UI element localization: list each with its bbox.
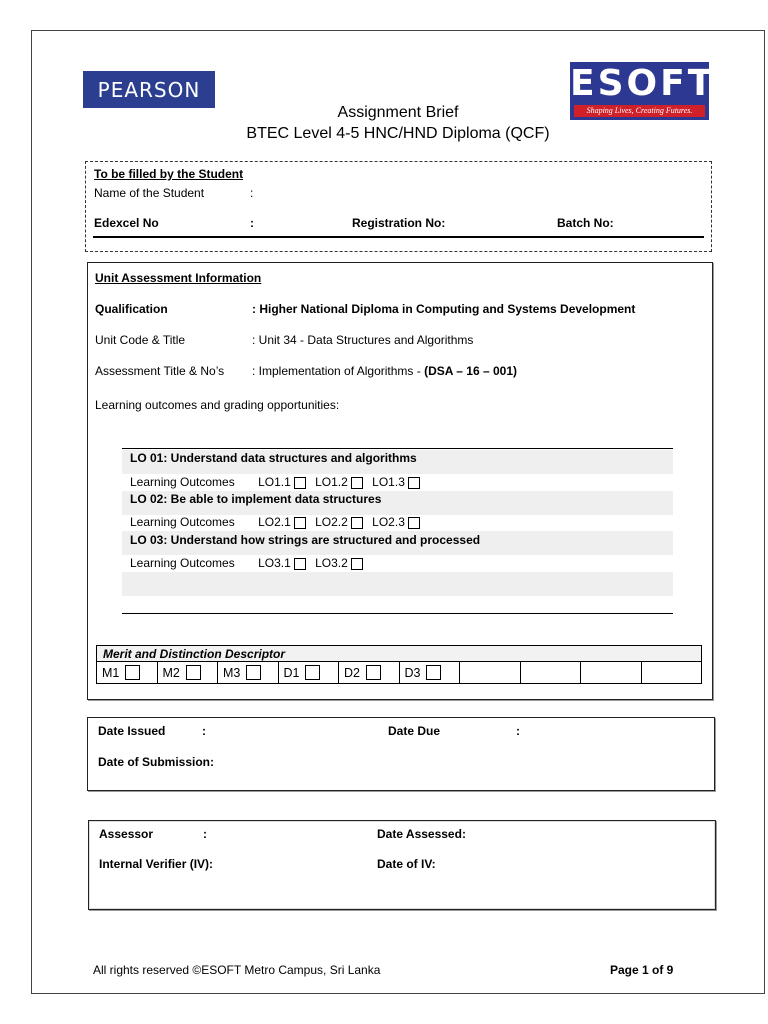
learning-outcomes-heading: Learning outcomes and grading opportunities:: [95, 398, 340, 412]
date-of-submission-label: Date of Submission:: [98, 755, 215, 769]
unit-section-title: Unit Assessment Information: [95, 271, 262, 285]
registration-no-label: Registration No:: [352, 216, 446, 230]
lo-02-title: LO 02: Be able to implement data structures: [130, 492, 382, 506]
internal-verifier-label: Internal Verifier (IV):: [99, 857, 214, 871]
unit-code-value: : Unit 34 - Data Structures and Algorithms: [252, 333, 474, 347]
footer-rights: All rights reserved ©ESOFT Metro Campus, Sri Lanka: [93, 963, 381, 977]
date-of-iv-label: Date of IV:: [377, 857, 436, 871]
merit-cell-empty: [581, 662, 642, 683]
lo-1-3-checkbox[interactable]: [408, 477, 420, 489]
qualification-label: Qualification: [95, 302, 168, 316]
lo-03-row: [130, 556, 363, 570]
merit-d1-checkbox[interactable]: [305, 665, 320, 680]
assessment-title-value: [252, 364, 517, 378]
pearson-logo: [83, 71, 215, 108]
merit-cell-d3: [400, 662, 461, 683]
merit-cell-empty: [642, 662, 702, 683]
merit-descriptor-row: [96, 661, 702, 684]
document-title: Assignment Brief: [337, 104, 459, 121]
merit-m1-label: M1: [102, 665, 120, 680]
lo-table-bottom-rule: [122, 613, 673, 614]
unit-code-label: Unit Code & Title: [95, 333, 186, 347]
merit-cell-d2: [339, 662, 400, 683]
student-section-title: To be filled by the Student: [94, 167, 244, 181]
lo-3-2-checkbox[interactable]: [351, 558, 363, 570]
merit-d2-label: D2: [344, 665, 360, 680]
merit-m3-checkbox[interactable]: [246, 665, 261, 680]
lo-1-3-label: LO1.3: [372, 475, 405, 489]
lo-02-label: Learning Outcomes: [130, 515, 235, 529]
date-issued-colon: :: [202, 724, 206, 738]
lo-1-2-checkbox[interactable]: [351, 477, 363, 489]
merit-descriptor-heading: Merit and Distinction Descriptor: [96, 645, 702, 662]
lo-1-2-label: LO1.2: [315, 475, 348, 489]
lo-3-2-label: LO3.2: [315, 556, 348, 570]
date-assessed-label: Date Assessed:: [377, 827, 466, 841]
merit-cell-empty: [521, 662, 582, 683]
lo-2-3-label: LO2.3: [372, 515, 405, 529]
student-name-colon: :: [250, 186, 254, 200]
esoft-logo-text: ESOFT: [570, 63, 716, 104]
lo-2-2-checkbox[interactable]: [351, 517, 363, 529]
merit-cell-empty: [460, 662, 521, 683]
assessor-label: Assessor: [99, 827, 154, 841]
batch-no-label: Batch No:: [557, 216, 614, 230]
lo-01-title: LO 01: Understand data structures and algorithms: [130, 451, 417, 465]
qualification-value: : Higher National Diploma in Computing and Systems Development: [252, 302, 636, 316]
lo-02-row: [130, 515, 420, 529]
merit-d2-checkbox[interactable]: [366, 665, 381, 680]
assessment-code: (DSA – 16 – 001): [424, 364, 518, 378]
merit-d1-label: D1: [283, 665, 300, 680]
edexcel-no-colon: :: [250, 216, 254, 230]
merit-m2-label: M2: [162, 665, 180, 680]
pearson-logo-text: PEARSON: [97, 77, 201, 102]
lo-empty-row: [122, 572, 673, 596]
assessment-title-text: : Implementation of Algorithms -: [252, 364, 425, 378]
lo-2-3-checkbox[interactable]: [408, 517, 420, 529]
merit-m3-label: M3: [223, 665, 241, 680]
student-name-label: Name of the Student: [94, 186, 205, 200]
merit-cell-m1: [97, 662, 158, 683]
lo-03-title: LO 03: Understand how strings are structured and processed: [130, 533, 481, 547]
date-due-colon: :: [516, 724, 520, 738]
lo-3-1-label: LO3.1: [258, 556, 291, 570]
edexcel-no-label: Edexcel No: [94, 216, 159, 230]
lo-2-1-checkbox[interactable]: [294, 517, 306, 529]
merit-cell-m3: [218, 662, 279, 683]
lo-table-top-rule: [122, 448, 673, 449]
lo-1-1-label: LO1.1: [258, 475, 291, 489]
esoft-tagline: Shaping Lives, Creating Futures.: [574, 105, 705, 117]
lo-2-2-label: LO2.2: [315, 515, 348, 529]
date-due-label: Date Due: [388, 724, 441, 738]
assessment-title-label: Assessment Title & No’s: [95, 364, 225, 378]
merit-m2-checkbox[interactable]: [186, 665, 201, 680]
lo-03-label: Learning Outcomes: [130, 556, 235, 570]
student-divider: [93, 236, 704, 238]
lo-1-1-checkbox[interactable]: [294, 477, 306, 489]
merit-m1-checkbox[interactable]: [125, 665, 140, 680]
lo-2-1-label: LO2.1: [258, 515, 291, 529]
footer-page-number: Page 1 of 9: [610, 963, 674, 977]
lo-3-1-checkbox[interactable]: [294, 558, 306, 570]
date-issued-label: Date Issued: [98, 724, 166, 738]
merit-d3-checkbox[interactable]: [426, 665, 441, 680]
merit-cell-m2: [158, 662, 219, 683]
lo-01-label: Learning Outcomes: [130, 475, 235, 489]
merit-cell-d1: [279, 662, 340, 683]
assessor-colon: :: [203, 827, 207, 841]
merit-d3-label: D3: [404, 665, 421, 680]
document-subtitle: BTEC Level 4-5 HNC/HND Diploma (QCF): [246, 125, 550, 142]
lo-01-row: [130, 475, 420, 489]
